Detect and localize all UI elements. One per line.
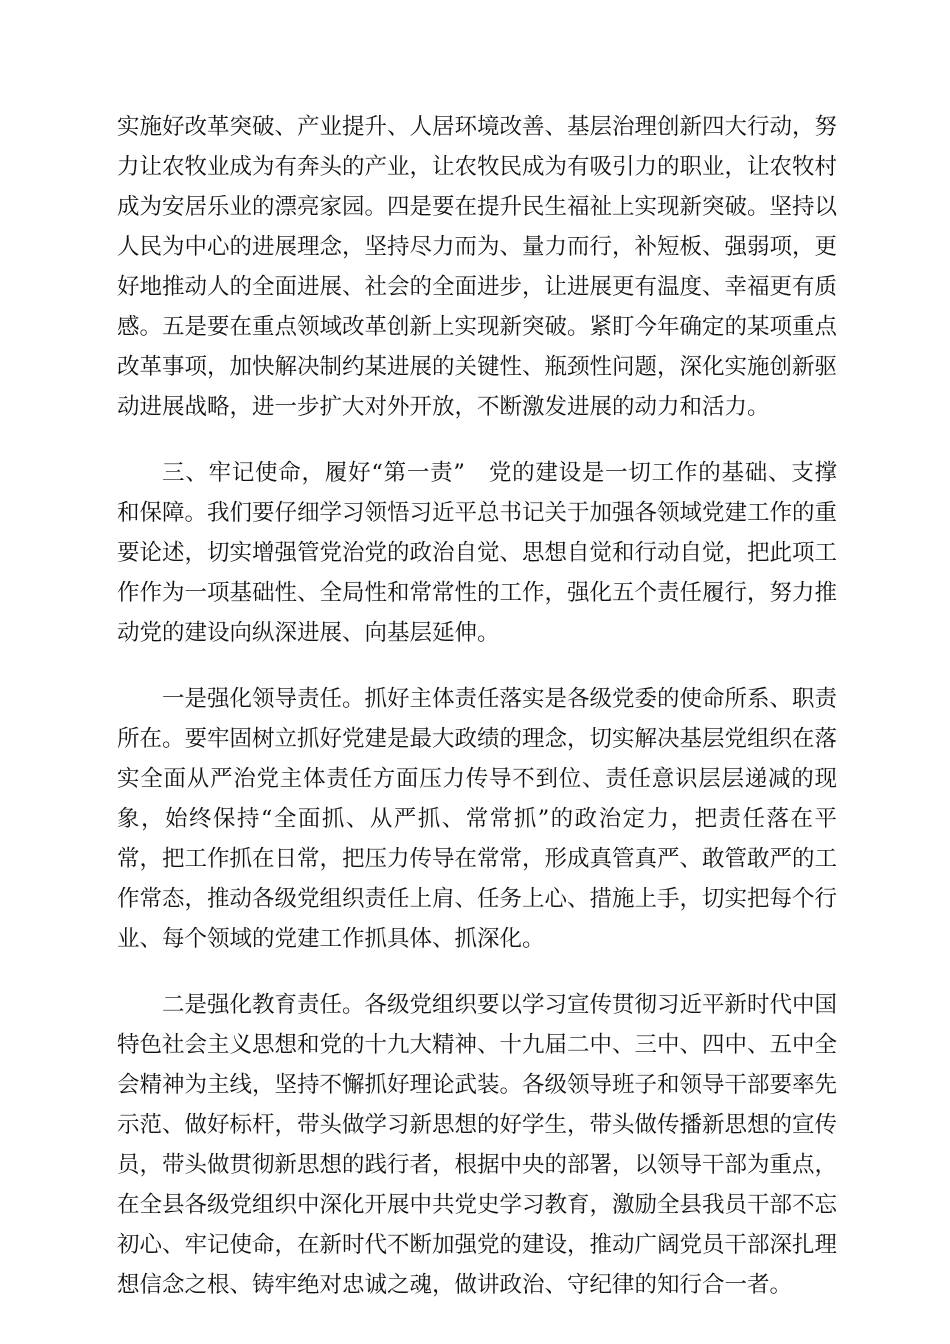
paragraph-continuation: 实施好改革突破、产业提升、人居环境改善、基层治理创新四大行动，努力让农牧业成为有奔头的产业，让农牧民成为有吸引力的职业，让农牧村成为安居乐业的漂亮家园。四是要在提升民生福祉上实现新突破。坚持以人民为中心的进展理念，坚持尽力而为、量力而行，补短板、强弱项，更好地推动人的全面进展、社会的全面进步，让进展更有温度、幸福更有质感。五是要在重点领域改革创新上实现新突破。紧盯今年确定的某项重点改革事项，加快解决制约某进展的关键性、瓶颈性问题，深化实施创新驱动进展战略，进一步扩大对外开放，不断激发进展的动力和活力。	[117, 114, 838, 420]
paragraph-education-responsibility: 二是强化教育责任。各级党组织要以学习宣传贯彻习近平新时代中国特色社会主义思想和党的十九大精神、十九届二中、三中、四中、五中全会精神为主线，坚持不懈抓好理论武装。各级领导班子和领导干部要率先示范、做好标杆，带头做学习新思想的好学生，带头做传播新思想的宣传员，带头做贯彻新思想的践行者，根据中央的部署，以领导干部为重点，在全县各级党组织中深化开展中共党史学习教育，激励全县我员干部不忘初心、牢记使命，在新时代不断加强党的建设，推动广阔党员干部深扎理想信念之根、铸牢绝对忠诚之魂，做讲政治、守纪律的知行合一者。	[117, 992, 838, 1298]
paragraph-section-three: 三、牢记使命，履好“第一责” 党的建设是一切工作的基础、支撑和保障。我们要仔细学习领悟习近平总书记关于加强各领域党建工作的重要论述，切实增强管党治党的政治自觉、思想自觉和行动自觉，把此项工作作为一项基础性、全局性和常常性的工作，强化五个责任履行，努力推动党的建设向纵深进展、向基层延伸。	[117, 460, 838, 646]
document-body	[117, 107, 837, 1305]
paragraph-leadership-responsibility: 一是强化领导责任。抓好主体责任落实是各级党委的使命所系、职责所在。要牢固树立抓好党建是最大政绩的理念，切实解决基层党组织在落实全面从严治党主体责任方面压力传导不到位、责任意识层层递减的现象，始终保持“全面抓、从严抓、常常抓”的政治定力，把责任落在平常，把工作抓在日常，把压力传导在常常，形成真管真严、敢管敢严的工作常态，推动各级党组织责任上肩、任务上心、措施上手，切实把每个行业、每个领域的党建工作抓具体、抓深化。	[117, 686, 838, 952]
